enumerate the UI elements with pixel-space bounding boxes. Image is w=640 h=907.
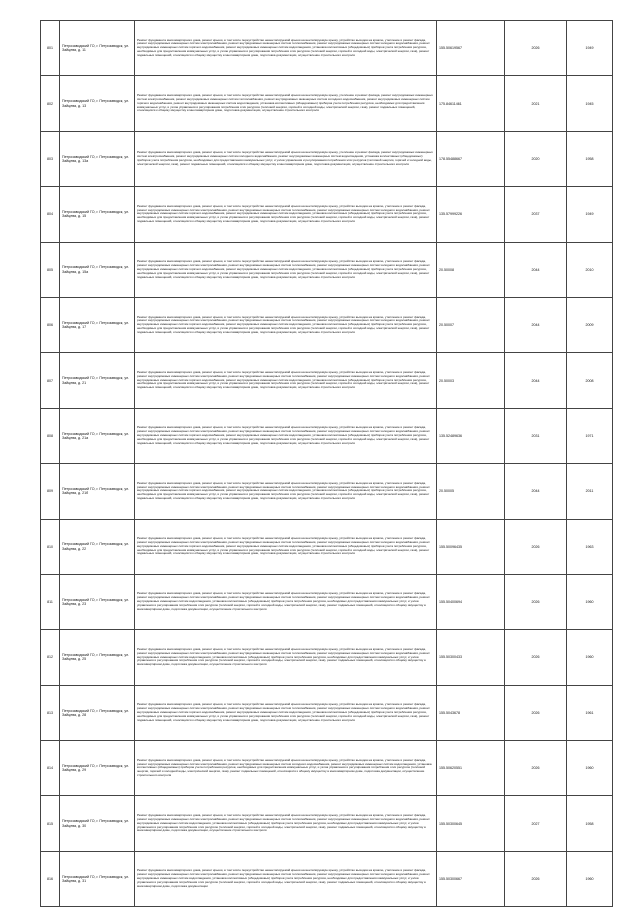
works-list-cell: Ремонт фундамента многоквартирного дома, ремонт крыши, в том числе переустройство невентилируемой крыши на вентилируемую крышу, утепление и ремонт фасада, ремонт внутридомовых инженерных систем электроснабжения, ремонт внутридомовых инженерных систем теплоснабжения, ремонт внутридомовых инженерных систем холодного водоснабжения, ремонт внутридомовых инженерных систем горячего водоснабжения, ремонт внутридомовых инженерных систем водоотведения, установка коллективных (общедомовых) приборов учета потребления ресурсов, необходимых для предоставления коммунальных услуг, и узлов управления и регулирования потребления этих ресурсов (тепловой энергии, горячей и холодной воды, электрической энергии, газа), ремонт подвальных помещений, относящихся к общему имуществу в многоквартирном доме, подготовка документации, осуществление строительного контроля (135, 76, 437, 131)
row-number-cell: 813 (41, 685, 60, 740)
planned-year-cell: 2026 (505, 630, 567, 685)
row-number-cell: 805 (41, 242, 60, 297)
table-row (41, 851, 613, 906)
address-cell: Петрозаводский ГО, г. Петрозаводск, ул. Зайцева, д. 25 (60, 630, 135, 685)
address-cell: Петрозаводский ГО, г. Петрозаводск, ул. Зайцева, д. 23 (60, 574, 135, 629)
planned-year-cell: 2021 (505, 76, 567, 131)
row-number-cell: 812 (41, 630, 60, 685)
address-cell: Петрозаводский ГО, г. Петрозаводск, ул. Зайцева, д. 21 (60, 353, 135, 408)
planned-year-cell: 2044 (505, 297, 567, 352)
cost-cell: 155.50620551 (437, 741, 505, 796)
table-row (41, 21, 613, 76)
cost-cell: 155.50300645 (437, 796, 505, 851)
row-number-cell: 809 (41, 464, 60, 519)
works-list-cell: Ремонт фундамента многоквартирного дома, ремонт крыши, в том числе переустройство невентилируемой крыши на вентилируемую крышу, устройство выходов на кровлю, утепление и ремонт фасада, ремонт внутридомовых инженерных систем электроснабжения, ремонт внутридомовых инженерных систем теплоснабжения, ремонт внутридомовых инженерных систем холодного водоснабжения, ремонт внутридомовых инженерных систем горячего водоснабжения, ремонт внутридомовых инженерных систем водоотведения, установка коллективных (общедомовых) приборов учета потребления ресурсов, необходимых для предоставления коммунальных услуг, и узлов управления и регулирования потребления этих ресурсов (тепловой энергии, горячей и холодной воды, электрической энергии, газа), ремонт подвальных помещений, относящихся к общему имуществу в многоквартирном доме, подготовка документации, осуществление строительного контроля (135, 297, 437, 352)
works-list-cell: Ремонт фундамента многоквартирного дома, ремонт крыши, в том числе переустройство невентилируемой крыши на вентилируемую крышу, устройство выходов на кровлю, утепление и ремонт фасада, ремонт внутридомовых инженерных систем электроснабжения, ремонт внутридомовых инженерных систем холодного водоснабжения, ремонт внутридомовых инженерных систем водоотведения, установка коллективных (общедомовых) приборов учета потребления ресурсов, необходимых для предоставления коммунальных услуг, и узлов управления и регулирования потребления этих ресурсов (тепловой энергии, горячей и холодной воды, электрической энергии, газа), ремонт подвальных помещений, относящихся к общему имуществу в многоквартирном доме, подготовка документации, осуществление строительного контроля (135, 741, 437, 796)
row-number-cell: 816 (41, 851, 60, 906)
row-number-cell: 811 (41, 574, 60, 629)
build-year-cell: 1958 (567, 131, 613, 186)
build-year-cell: 2009 (567, 297, 613, 352)
table-row (41, 630, 613, 685)
address-cell: Петрозаводский ГО, г. Петрозаводск, ул. Зайцева, д. 31 (60, 851, 135, 906)
table-row (41, 353, 613, 408)
row-number-cell: 806 (41, 297, 60, 352)
row-number-cell: 814 (41, 741, 60, 796)
address-cell: Петрозаводский ГО, г. Петрозаводск, ул. Зайцева, д. 22 (60, 519, 135, 574)
build-year-cell: 1971 (567, 408, 613, 463)
planned-year-cell: 2027 (505, 796, 567, 851)
table-body (41, 21, 613, 907)
works-list-cell: Ремонт фундамента многоквартирного дома, ремонт крыши, в том числе переустройство невентилируемой крыши на вентилируемую крышу, устройство выходов на кровлю, утепление и ремонт фасада, ремонт внутридомовых инженерных систем электроснабжения, ремонт внутридомовых инженерных систем теплоснабжения, ремонт внутридомовых инженерных систем холодного водоснабжения, ремонт внутридомовых инженерных систем горячего водоснабжения, ремонт внутридомовых инженерных систем водоотведения, установка коллективных (общедомовых) приборов учета потребления ресурсов, необходимых для предоставления коммунальных услуг, и узлов управления и регулирования потребления этих ресурсов (тепловой энергии, горячей и холодной воды, электрической энергии, газа), ремонт подвальных помещений, относящихся к общему имуществу в многоквартирном доме, подготовка документации, осуществление строительного контроля (135, 21, 437, 76)
planned-year-cell: 2044 (505, 353, 567, 408)
build-year-cell: 2010 (567, 242, 613, 297)
row-number-cell: 808 (41, 408, 60, 463)
planned-year-cell: 2026 (505, 685, 567, 740)
works-list-cell: Ремонт фундамента многоквартирного дома, ремонт крыши, в том числе переустройство невентилируемой крыши на вентилируемую крышу, устройство выходов на кровлю, утепление и ремонт фасада, ремонт внутридомовых инженерных систем электроснабжения, ремонт внутридомовых инженерных систем теплоснабжения, ремонт внутридомовых инженерных систем холодного водоснабжения, ремонт внутридомовых инженерных систем горячего водоснабжения, ремонт внутридомовых инженерных систем водоотведения, установка коллективных (общедомовых) приборов учета потребления ресурсов, необходимых для предоставления коммунальных услуг, и узлов управления и регулирования потребления этих ресурсов (тепловой энергии, горячей и холодной воды, электрической энергии, газа), ремонт подвальных помещений, относящихся к общему имуществу в многоквартирном доме, подготовка документации, осуществление строительного контроля (135, 519, 437, 574)
planned-year-cell: 2026 (505, 851, 567, 906)
table-row (41, 76, 613, 131)
cost-cell: 178.55488667 (437, 131, 505, 186)
works-list-cell: Ремонт фундамента многоквартирного дома, ремонт крыши, в том числе переустройство невентилируемой крыши на вентилируемую крышу, устройство выходов на кровлю, утепление и ремонт фасада, ремонт внутридомовых инженерных систем электроснабжения, ремонт внутридомовых инженерных систем теплоснабжения, ремонт внутридомовых инженерных систем холодного водоснабжения, ремонт внутридомовых инженерных систем горячего водоснабжения, ремонт внутридомовых инженерных систем водоотведения, установка коллективных (общедомовых) приборов учета потребления ресурсов, необходимых для предоставления коммунальных услуг, и узлов управления и регулирования потребления этих ресурсов (тепловой энергии, горячей и холодной воды, электрической энергии, газа), ремонт подвальных помещений, относящихся к общему имуществу в многоквартирном доме, подготовка документации, осуществление строительного контроля (135, 464, 437, 519)
works-list-cell: Ремонт фундамента многоквартирного дома, ремонт крыши, в том числе переустройство невентилируемой крыши на вентилируемую крышу, устройство выходов на кровлю, утепление и ремонт фасада, ремонт внутридомовых инженерных систем электроснабжения, ремонт внутридомовых инженерных систем теплоснабжения, ремонт внутридомовых инженерных систем холодного водоснабжения, ремонт внутридомовых инженерных систем водоотведения, установка коллективных (общедомовых) приборов учета потребления ресурсов, необходимых для предоставления коммунальных услуг, и узлов управления и регулирования потребления этих ресурсов (тепловой энергии, горячей и холодной воды, электрической энергии, газа), ремонт подвальных помещений, относящихся к общему имуществу в многоквартирном доме, подготовка документации, осуществление строительного контроля (135, 796, 437, 851)
planned-year-cell: 2026 (505, 519, 567, 574)
cost-cell: 155.5043678 (437, 685, 505, 740)
build-year-cell: 1961 (567, 685, 613, 740)
works-list-cell: Ремонт фундамента многоквартирного дома, ремонт крыши, в том числе переустройство невентилируемой крыши на вентилируемую крышу, устройство выходов на кровлю, утепление и ремонт фасада, ремонт внутридомовых инженерных систем электроснабжения, ремонт внутридомовых инженерных систем теплоснабжения, ремонт внутридомовых инженерных систем холодного водоснабжения, ремонт внутридомовых инженерных систем горячего водоснабжения, ремонт внутридомовых инженерных систем водоотведения, установка коллективных (общедомовых) приборов учета потребления ресурсов, необходимых для предоставления коммунальных услуг, и узлов управления и регулирования потребления этих ресурсов (тепловой энергии, горячей и холодной воды, электрической энергии, газа), ремонт подвальных помещений, относящихся к общему имуществу в многоквартирном доме, подготовка документации, осуществление строительного контроля (135, 353, 437, 408)
address-cell: Петрозаводский ГО, г. Петрозаводск, ул. Зайцева, д. 13 (60, 76, 135, 131)
address-cell: Петрозаводский ГО, г. Петрозаводск, ул. Зайцева, д. 11 (60, 21, 135, 76)
planned-year-cell: 2044 (505, 242, 567, 297)
planned-year-cell: 2031 (505, 408, 567, 463)
works-list-cell: Ремонт фундамента многоквартирного дома, ремонт крыши, в том числе переустройство невентилируемой крыши на вентилируемую крышу, устройство выходов на кровлю, утепление и ремонт фасада, ремонт внутридомовых инженерных систем электроснабжения, ремонт внутридомовых инженерных систем теплоснабжения, ремонт внутридомовых инженерных систем холодного водоснабжения, ремонт внутридомовых инженерных систем горячего водоснабжения, ремонт внутридомовых инженерных систем водоотведения, установка коллективных (общедомовых) приборов учета потребления ресурсов, необходимых для предоставления коммунальных услуг, и узлов управления и регулирования потребления этих ресурсов (тепловой энергии, горячей и холодной воды, электрической энергии, газа), ремонт подвальных помещений, относящихся к общему имуществу в многоквартирном доме, подготовка документации, осуществление строительного контроля (135, 242, 437, 297)
planned-year-cell: 2037 (505, 187, 567, 242)
build-year-cell: 1960 (567, 630, 613, 685)
row-number-cell: 803 (41, 131, 60, 186)
cost-cell: 155.50400694 (437, 574, 505, 629)
works-list-cell: Ремонт фундамента многоквартирного дома, ремонт крыши, в том числе переустройство невентилируемой крыши на вентилируемую крышу, устройство выходов на кровлю, утепление и ремонт фасада, ремонт внутридомовых инженерных систем электроснабжения, ремонт внутридомовых инженерных систем теплоснабжения, ремонт внутридомовых инженерных систем холодного водоснабжения, ремонт внутридомовых инженерных систем горячего водоснабжения, ремонт внутридомовых инженерных систем водоотведения, установка коллективных (общедомовых) приборов учета потребления ресурсов, необходимых для предоставления коммунальных услуг, и узлов управления и регулирования потребления этих ресурсов (тепловой энергии, горячей и холодной воды, электрической энергии, газа), ремонт подвальных помещений, относящихся к общему имуществу в многоквартирном доме, подготовка документации, осуществление строительного контроля (135, 685, 437, 740)
build-year-cell: 2011 (567, 464, 613, 519)
build-year-cell: 1960 (567, 851, 613, 906)
address-cell: Петрозаводский ГО, г. Петрозаводск, ул. Зайцева, д. 15а (60, 242, 135, 297)
build-year-cell: 1960 (567, 574, 613, 629)
works-list-cell: Ремонт фундамента многоквартирного дома, ремонт крыши, в том числе переустройство невентилируемой крыши на вентилируемую крышу, утепление и ремонт фасада, ремонт внутридомовых инженерных систем электроснабжения, ремонт внутридомовых инженерных систем холодного водоснабжения, ремонт внутридомовых инженерных систем водоотведения, установка коллективных (общедомовых) приборов учета потребления ресурсов, необходимых для предоставления коммунальных услуг, и узлов управления и регулирования потребления этих ресурсов (тепловой энергии, горячей и холодной воды, электрической энергии, газа), ремонт подвальных помещений, относящихся к общему имуществу в многоквартирном доме, подготовка документации, осуществление строительного контроля (135, 131, 437, 186)
table-row (41, 408, 613, 463)
row-number-cell: 801 (41, 21, 60, 76)
works-list-cell: Ремонт фундамента многоквартирного дома, ремонт крыши, в том числе переустройство невентилируемой крыши на вентилируемую крышу, устройство выходов на кровлю, утепление и ремонт фасада, ремонт внутридомовых инженерных систем электроснабжения, ремонт внутридомовых инженерных систем теплоснабжения, ремонт внутридомовых инженерных систем холодного водоснабжения, ремонт внутридомовых инженерных систем водоотведения, установка коллективных (общедомовых) приборов учета потребления ресурсов, необходимых для предоставления коммунальных услуг, и узлов управления и регулирования потребления этих ресурсов (тепловой энергии, горячей и холодной воды, электрической энергии, газа), ремонт подвальных помещений, относящихся к общему имуществу в многоквартирном доме, подготовка документации, осуществление строительного контроля (135, 630, 437, 685)
cost-cell: 155.50300433 (437, 630, 505, 685)
address-cell: Петрозаводский ГО, г. Петрозаводск, ул. Зайцева, д. 28 (60, 685, 135, 740)
build-year-cell: 1960 (567, 741, 613, 796)
build-year-cell: 1949 (567, 187, 613, 242)
row-number-cell: 807 (41, 353, 60, 408)
planned-year-cell: 2020 (505, 131, 567, 186)
build-year-cell: 2008 (567, 353, 613, 408)
address-cell: Петрозаводский ГО, г. Петрозаводск, ул. Зайцева, д. 13а (60, 131, 135, 186)
cost-cell: 175.84611461 (437, 76, 505, 131)
works-list-cell: Ремонт фундамента многоквартирного дома, ремонт крыши, в том числе переустройство невентилируемой крыши на вентилируемую крышу, устройство выходов на кровлю, утепление и ремонт фасада, ремонт внутридомовых инженерных систем электроснабжения, ремонт внутридомовых инженерных систем теплоснабжения, ремонт внутридомовых инженерных систем холодного водоснабжения, ремонт внутридомовых инженерных систем водоотведения, установка коллективных (общедомовых) приборов учета потребления ресурсов, необходимых для предоставления коммунальных услуг, и узлов управления и регулирования потребления этих ресурсов (тепловой энергии, горячей и холодной воды, электрической энергии, газа), ремонт подвальных помещений, относящихся к общему имуществу в многоквартирном доме, подготовка документации (135, 851, 437, 906)
works-list-cell: Ремонт фундамента многоквартирного дома, ремонт крыши, в том числе переустройство невентилируемой крыши на вентилируемую крышу, устройство выходов на кровлю, утепление и ремонт фасада, ремонт внутридомовых инженерных систем электроснабжения, ремонт внутридомовых инженерных систем теплоснабжения, ремонт внутридомовых инженерных систем холодного водоснабжения, ремонт внутридомовых инженерных систем горячего водоснабжения, ремонт внутридомовых инженерных систем водоотведения, установка коллективных (общедомовых) приборов учета потребления ресурсов, необходимых для предоставления коммунальных услуг, и узлов управления и регулирования потребления этих ресурсов (тепловой энергии, горячей и холодной воды, электрической энергии, газа), ремонт подвальных помещений, относящихся к общему имуществу в многоквартирном доме, подготовка документации, осуществление строительного контроля (135, 187, 437, 242)
build-year-cell: 1958 (567, 796, 613, 851)
planned-year-cell: 2026 (505, 741, 567, 796)
table-row (41, 464, 613, 519)
cost-cell: 20.50003 (437, 353, 505, 408)
build-year-cell: 1949 (567, 21, 613, 76)
address-cell: Петрозаводский ГО, г. Петрозаводск, ул. Зайцева, д. 21б (60, 464, 135, 519)
table-row (41, 685, 613, 740)
cost-cell: 135.57999226 (437, 187, 505, 242)
address-cell: Петрозаводский ГО, г. Петрозаводск, ул. Зайцева, д. 29 (60, 741, 135, 796)
table-row (41, 297, 613, 352)
table-row (41, 741, 613, 796)
table-row (41, 519, 613, 574)
cost-cell: 20.50007 (437, 297, 505, 352)
table-row (41, 187, 613, 242)
address-cell: Петрозаводский ГО, г. Петрозаводск, ул. Зайцева, д. 17 (60, 297, 135, 352)
row-number-cell: 802 (41, 76, 60, 131)
cost-cell: 135.52489636 (437, 408, 505, 463)
table-row (41, 131, 613, 186)
cost-cell: 20.50005 (437, 464, 505, 519)
row-number-cell: 810 (41, 519, 60, 574)
row-number-cell: 804 (41, 187, 60, 242)
build-year-cell: 1945 (567, 76, 613, 131)
row-number-cell: 815 (41, 796, 60, 851)
build-year-cell: 1963 (567, 519, 613, 574)
table-row (41, 574, 613, 629)
planned-year-cell: 2026 (505, 21, 567, 76)
works-list-cell: Ремонт фундамента многоквартирного дома, ремонт крыши, в том числе переустройство невентилируемой крыши на вентилируемую крышу, устройство выходов на кровлю, утепление и ремонт фасада, ремонт внутридомовых инженерных систем электроснабжения, ремонт внутридомовых инженерных систем теплоснабжения, ремонт внутридомовых инженерных систем холодного водоснабжения, ремонт внутридомовых инженерных систем водоотведения, установка коллективных (общедомовых) приборов учета потребления ресурсов, необходимых для предоставления коммунальных услуг, и узлов управления и регулирования потребления этих ресурсов (тепловой энергии, горячей и холодной воды, электрической энергии, газа), ремонт подвальных помещений, относящихся к общему имуществу в многоквартирном доме, подготовка документации, осуществление строительного контроля (135, 574, 437, 629)
table-row (41, 796, 613, 851)
repair-program-table (40, 20, 613, 907)
planned-year-cell: 2044 (505, 464, 567, 519)
works-list-cell: Ремонт фундамента многоквартирного дома, ремонт крыши, в том числе переустройство невентилируемой крыши на вентилируемую крышу, устройство выходов на кровлю, утепление и ремонт фасада, ремонт внутридомовых инженерных систем электроснабжения, ремонт внутридомовых инженерных систем теплоснабжения, ремонт внутридомовых инженерных систем холодного водоснабжения, ремонт внутридомовых инженерных систем горячего водоснабжения, ремонт внутридомовых инженерных систем водоотведения, установка коллективных (общедомовых) приборов учета потребления ресурсов, необходимых для предоставления коммунальных услуг, и узлов управления и регулирования потребления этих ресурсов (тепловой энергии, горячей и холодной воды, электрической энергии, газа), ремонт подвальных помещений, относящихся к общему имуществу в многоквартирном доме, подготовка документации, осуществление строительного контроля (135, 408, 437, 463)
address-cell: Петрозаводский ГО, г. Петрозаводск, ул. Зайцева, д. 15 (60, 187, 135, 242)
address-cell: Петрозаводский ГО, г. Петрозаводск, ул. Зайцева, д. 21а (60, 408, 135, 463)
table-row (41, 242, 613, 297)
planned-year-cell: 2026 (505, 574, 567, 629)
cost-cell: 155.50300667 (437, 851, 505, 906)
cost-cell: 20.50008 (437, 242, 505, 297)
cost-cell: 155.50619567 (437, 21, 505, 76)
cost-cell: 155.50096435 (437, 519, 505, 574)
address-cell: Петрозаводский ГО, г. Петрозаводск, ул. Зайцева, д. 30 (60, 796, 135, 851)
